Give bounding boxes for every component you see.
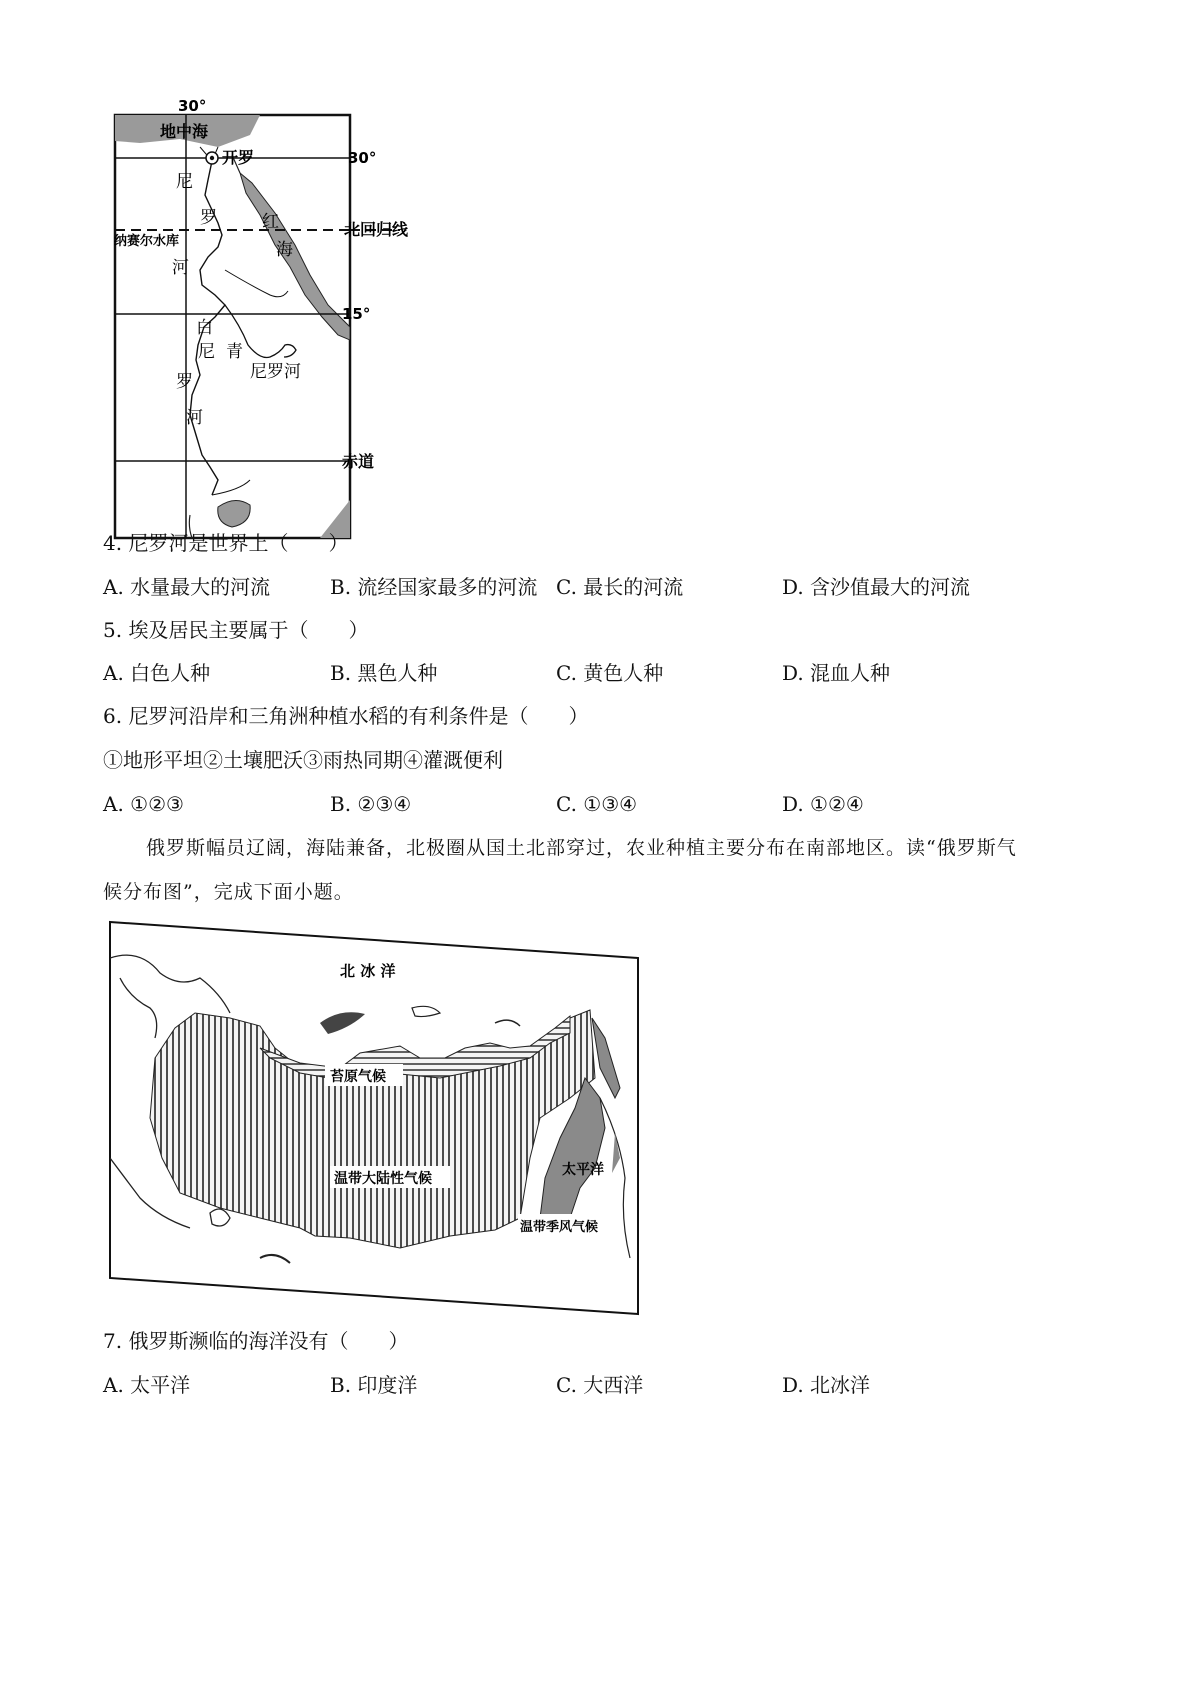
monsoon-label: 温带季风气候 [520,1220,599,1235]
q6-option-a[interactable]: A. ①②③ [103,792,184,816]
white-nile-label-3: 罗 [176,372,193,392]
lat-30-label: 30° [348,149,377,167]
red-sea-label-2: 海 [276,240,293,260]
q4-option-d[interactable]: D. 含沙值最大的河流 [782,575,971,599]
nile-label-2: 罗 [200,208,217,228]
q5-stem: 5. 埃及居民主要属于（ ） [103,618,369,642]
q7-option-b[interactable]: B. 印度洋 [330,1373,418,1397]
q4-option-a[interactable]: A. 水量最大的河流 [103,575,271,599]
q4-option-c[interactable]: C. 最长的河流 [556,575,684,599]
continental-label: 温带大陆性气候 [334,1171,432,1187]
red-sea-label-1: 红 [262,212,279,232]
white-nile-label-4: 河 [186,408,203,428]
q7-stem: 7. 俄罗斯濒临的海洋没有（ ） [103,1329,409,1353]
passage-line-2: 候分布图”，完成下面小题。 [103,881,354,903]
q5-option-d[interactable]: D. 混血人种 [782,661,891,685]
tropic-label: 北回归线 [344,220,409,239]
blue-nile-label-2: 尼罗河 [250,362,301,382]
lon-top-label: 30° [178,97,207,115]
q6-option-d[interactable]: D. ①②④ [782,792,864,816]
q6-stem: 6. 尼罗河沿岸和三角洲种植水稻的有利条件是（ ） [103,704,589,728]
passage-line-1: 俄罗斯幅员辽阔，海陆兼备，北极圈从国土北部穿过，农业种植主要分布在南部地区。读“俄罗斯气 [146,837,1017,859]
white-nile-label-1: 白 [196,318,213,338]
tundra-label: 苔原气候 [330,1069,386,1085]
nile-label-3: 河 [172,258,189,278]
blue-nile-label-1: 青 [226,342,243,362]
equator-label: 赤道 [342,452,375,471]
q5-option-b[interactable]: B. 黑色人种 [330,661,438,685]
q6-option-b[interactable]: B. ②③④ [330,792,412,816]
q7-option-d[interactable]: D. 北冰洋 [782,1373,871,1397]
nile-label-1: 尼 [176,172,193,192]
q6-option-c[interactable]: C. ①③④ [556,792,638,816]
q5-option-a[interactable]: A. 白色人种 [103,661,211,685]
q4-stem: 4. 尼罗河是世界上（ ） [103,531,349,555]
pacific-label: 太平洋 [562,1162,604,1178]
q6-conditions: ①地形平坦②土壤肥沃③雨热同期④灌溉便利 [103,748,503,772]
russia-climate-map [100,918,645,1318]
q4-option-b[interactable]: B. 流经国家最多的河流 [330,575,538,599]
nile-map [100,95,460,550]
q7-option-c[interactable]: C. 大西洋 [556,1373,644,1397]
arctic-label: 北 冰 洋 [340,962,396,980]
nasser-label: 纳赛尔水库 [114,234,180,249]
mediterranean-label: 地中海 [160,122,209,141]
map-frame [115,115,350,538]
lat-15-label: 15° [342,305,371,323]
cairo-label: 开罗 [222,148,255,167]
white-nile-label-2: 尼 [198,342,215,362]
q5-option-c[interactable]: C. 黄色人种 [556,661,664,685]
q7-option-a[interactable]: A. 太平洋 [103,1373,191,1397]
